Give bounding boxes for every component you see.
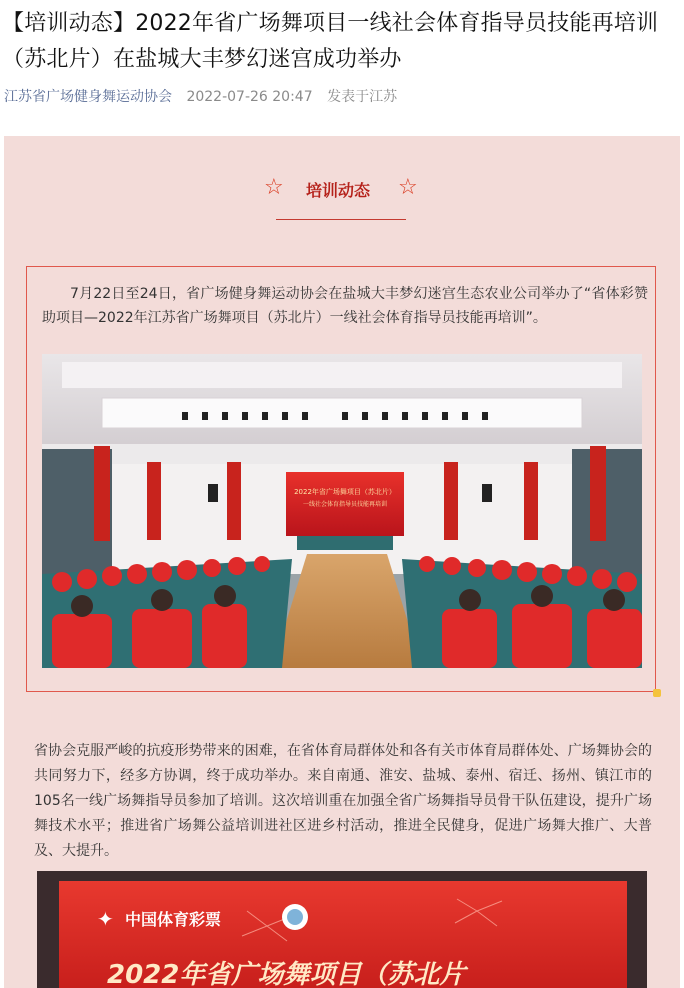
heading-underline <box>276 219 406 220</box>
frame-corner-dot <box>653 689 661 697</box>
lottery-star-icon: ✦ <box>97 907 114 931</box>
star-icon-right: ☆ <box>398 175 418 200</box>
stage-banner-photo[interactable] <box>37 871 647 988</box>
lottery-logo-text: 中国体育彩票 <box>125 910 222 929</box>
screen-text-1: 2022年省广场舞项目（苏北片） <box>294 488 396 496</box>
intro-paragraph: 7月22日至24日，省广场健身舞运动协会在盐城大丰梦幻迷宫生态农业公司举办了“省体彩赞助项目—2022年江苏省广场舞项目（苏北片）一线社会体育指导员技能再培训”。 <box>42 286 648 326</box>
author-link[interactable]: 江苏省广场健身舞运动协会 <box>4 89 172 105</box>
publish-date: 2022-07-26 20:47 <box>186 89 313 105</box>
training-hall-photo[interactable] <box>42 354 642 668</box>
banner-title: 2022年省广场舞项目（苏北片 <box>107 960 466 988</box>
article-meta <box>4 86 407 106</box>
body-paragraph: 省协会克服严峻的抗疫形势带来的困难，在省体育局群体处和各有关市体育局群体处、广场舞协会的共同努力下，经多方协调，终于成功举办。来自南通、淮安、盐城、泰州、宿迁、扬州、镇江市的105名一线广场舞指导员参加了培训。这次培训重在加强全省广场舞指导员骨干队伍建设，提升广场舞技术水平；推进省广场舞公益培训进社区进乡村活动，推进全民健身，促进广场舞大推广、大普及、大提升。 <box>34 743 652 859</box>
section-heading: 培训动态 <box>305 181 370 200</box>
star-icon-left: ☆ <box>264 175 284 200</box>
screen-text-2: 一线社会体育指导员技能再培训 <box>302 501 388 508</box>
publish-location: 发表于江苏 <box>327 89 398 105</box>
article-title: 【培训动态】2022年省广场舞项目一线社会体育指导员技能再培训（苏北片）在盐城大丰梦幻迷宫成功举办 <box>2 11 659 72</box>
